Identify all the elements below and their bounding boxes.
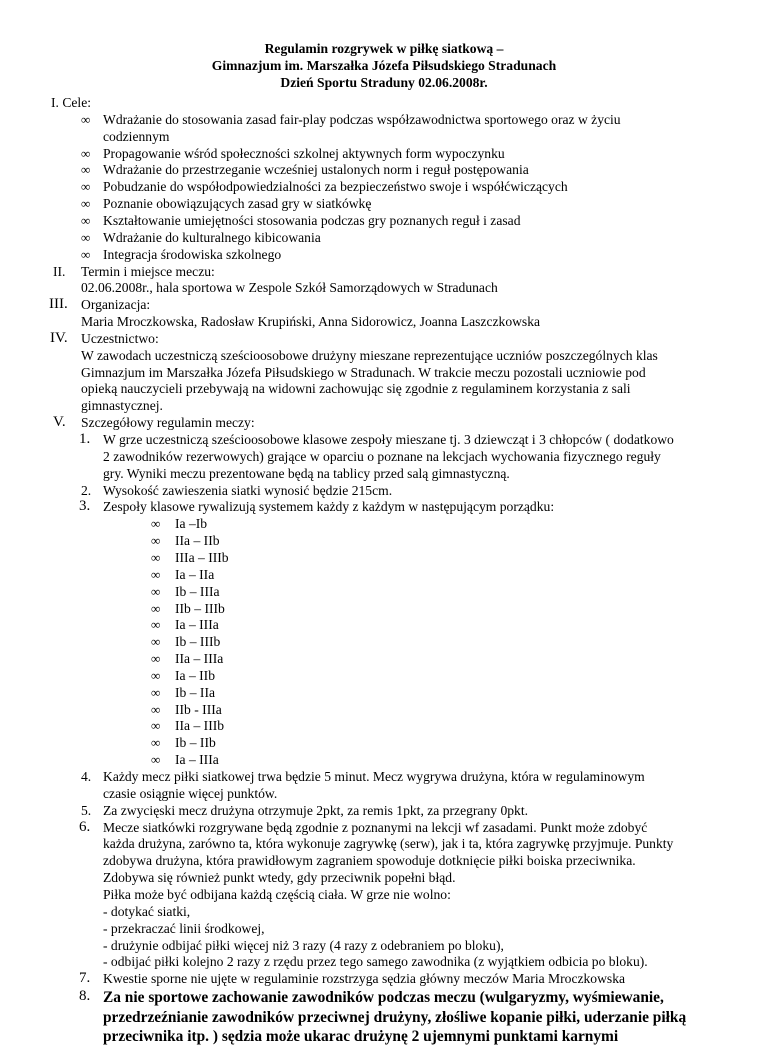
bullet-icon: ∞ — [151, 684, 161, 700]
match-item: IIa – IIIb — [175, 718, 225, 734]
rule-6-text: - dotykać siatki, — [103, 903, 191, 919]
match-item: Ia – IIIa — [175, 752, 219, 768]
bullet-icon: ∞ — [81, 145, 91, 161]
bullet-icon: ∞ — [151, 735, 161, 751]
rule-4-number: 4. — [81, 769, 92, 784]
rule-4-text: czasie osiągnie więcej punktów. — [103, 785, 278, 801]
section-4-text: gimnastycznej. — [81, 398, 163, 414]
section-3-number: III. — [49, 296, 68, 313]
section-5-number: V. — [53, 414, 66, 431]
bullet-icon: ∞ — [81, 229, 91, 245]
bullet-icon: ∞ — [81, 196, 91, 212]
bullet-icon: ∞ — [151, 533, 161, 549]
match-item: IIIa – IIIb — [175, 549, 229, 565]
match-item: IIb - IIIa — [175, 701, 222, 717]
match-item: Ia – IIb — [175, 667, 216, 683]
section-4-text: Gimnazjum im Marszałka Józefa Piłsudskiego w Stradunach. W trakcie meczu pozostali uczniowie pod — [81, 364, 646, 380]
rule-7-text: Kwestie sporne nie ujęte w regulaminie rozstrzyga sędzia główny meczów Maria Mroczkowska — [103, 971, 626, 987]
rule-5-number: 5. — [81, 802, 92, 818]
rule-1-text: gry. Wyniki meczu prezentowane będą na tablicy przed salą gimnastyczną. — [103, 465, 510, 481]
section-3-heading: Organizacja: — [81, 297, 151, 313]
bullet-icon: ∞ — [151, 516, 161, 532]
section-3-text: Maria Mroczkowska, Radosław Krupiński, Anna Sidorowicz, Joanna Laszczkowska — [81, 314, 541, 330]
doc-title-line-2: Gimnazjum im. Marszałka Józefa Piłsudskiego Stradunach — [211, 58, 557, 73]
rule-1-text: 2 zawodników rezerwowych) grające w oparciu o poznane na lekcjach wychowania fizycznego reguły — [103, 448, 661, 464]
rule-8-text: przedrzeźnianie zawodników przeciwnej drużyny, złośliwe kopanie piłki, uderzanie piłką — [103, 1008, 687, 1026]
match-item: IIa – IIIa — [175, 651, 224, 667]
rule-8-text: Za nie sportowe zachowanie zawodników podczas meczu (wulgaryzmy, wyśmiewanie, — [103, 989, 664, 1007]
rule-6-text: - przekraczać linii środkowej, — [103, 920, 265, 936]
rule-1-text: W grze uczestniczą sześcioosobowe klasowe zespoły mieszane tj. 3 dziewcząt i 3 chłopców ( dodatkowo — [103, 432, 674, 447]
goal-item: Wdrażanie do kulturalnego kibicowania — [103, 229, 321, 245]
match-item: Ib – IIa — [175, 684, 216, 700]
goal-item: Wdrażanie do przestrzeganie wcześniej ustalonych norm i reguł postępowania — [103, 162, 529, 178]
match-item: Ia – IIIa — [175, 617, 219, 633]
match-item: Ia –Ib — [175, 516, 208, 532]
rule-6-text: Zdobywa się również punkt wtedy, gdy przeciwnik popełni błąd. — [103, 870, 456, 886]
bullet-icon: ∞ — [151, 667, 161, 683]
bullet-icon: ∞ — [151, 566, 161, 582]
match-item: Ib – IIIb — [175, 634, 221, 650]
goal-item: Kształtowanie umiejętności stosowania podczas gry poznanych reguł i zasad — [103, 212, 521, 228]
match-item: IIb – IIIb — [175, 600, 225, 616]
goal-item: Poznanie obowiązujących zasad gry w siatkówkę — [103, 196, 372, 212]
rule-8-number: 8. — [79, 988, 91, 1005]
bullet-icon: ∞ — [151, 549, 161, 565]
match-item: Ia – IIa — [175, 566, 215, 582]
bullet-icon: ∞ — [151, 752, 161, 768]
goal-item: Integracja środowiska szkolnego — [103, 246, 282, 262]
match-item: Ib – IIIa — [175, 583, 220, 599]
bullet-icon: ∞ — [81, 111, 91, 127]
bullet-icon: ∞ — [151, 718, 161, 734]
section-2-heading: Termin i miejsce meczu: — [81, 263, 215, 279]
goal-item-continued: codziennym — [103, 128, 170, 144]
section-5-heading: Szczegółowy regulamin meczy: — [81, 415, 255, 431]
bullet-icon: ∞ — [151, 651, 161, 667]
rule-1-number: 1. — [79, 431, 91, 447]
rule-6-text: Piłka może być odbijana każdą częścią ciała. W grze nie wolno: — [103, 886, 451, 902]
section-2-text: 02.06.2008r., hala sportowa w Zespole Szkół Samorządowych w Stradunach — [81, 280, 498, 296]
bullet-icon: ∞ — [81, 162, 91, 178]
rule-6-text: każda drużyna, zarówno ta, która wykonuje zagrywkę (serw), jak i ta, która zagrywkę przyjmuje. Punkty — [103, 836, 674, 852]
rule-4-text: Każdy mecz piłki siatkowej trwa będzie 5 minut. Mecz wygrywa drużyna, która w regulaminowym — [103, 769, 645, 784]
bullet-icon: ∞ — [81, 179, 91, 195]
rule-7-number: 7. — [79, 970, 91, 987]
section-1-heading: I. Cele: — [51, 95, 92, 110]
doc-title-line-1: Regulamin rozgrywek w piłkę siatkową – — [264, 41, 504, 56]
bullet-icon: ∞ — [81, 246, 91, 262]
rule-6-text: - drużynie odbijać piłki więcej niż 3 razy (4 razy z odebraniem po bloku), — [103, 937, 504, 953]
bullet-icon: ∞ — [151, 617, 161, 633]
goal-item: Propagowanie wśród społeczności szkolnej aktywnych form wypoczynku — [103, 145, 505, 161]
bullet-icon: ∞ — [151, 583, 161, 599]
rule-6-text: Mecze siatkówki rozgrywane będą zgodnie z poznanymi na lekcji wf zasadami. Punkt może zdobyć — [103, 819, 648, 835]
rule-2-text: Wysokość zawieszenia siatki wynosić będzie 215cm. — [103, 482, 393, 498]
bullet-icon: ∞ — [81, 212, 91, 228]
rule-5-text: Za zwycięski mecz drużyna otrzymuje 2pkt, za remis 1pkt, za przegrany 0pkt. — [103, 802, 529, 818]
section-4-heading: Uczestnictwo: — [81, 330, 159, 346]
section-2-number: II. — [53, 263, 66, 279]
rule-6-text: - odbijać piłki kolejno 2 razy z rzędu przez tego samego zawodnika (z wyjątkiem odbicia po bloku). — [103, 954, 648, 970]
rule-3-text: Zespoły klasowe rywalizują systemem każdy z każdym w następującym porządku: — [103, 499, 555, 515]
match-item: Ib – IIb — [175, 735, 216, 751]
section-4-text: opieką nauczycieli przebywają na widowni zachowując się zgodnie z regulaminem korzystania z sali — [81, 381, 631, 397]
bullet-icon: ∞ — [151, 701, 161, 717]
section-4-text: W zawodach uczestniczą sześcioosobowe drużyny mieszane reprezentujące uczniów poszczególnych klas — [81, 347, 658, 363]
rule-3-number: 3. — [79, 498, 91, 515]
doc-title-line-3: Dzień Sportu Straduny 02.06.2008r. — [280, 75, 488, 90]
rule-2-number: 2. — [81, 482, 92, 498]
bullet-icon: ∞ — [151, 634, 161, 650]
match-item: IIa – IIb — [175, 533, 220, 549]
rule-6-number: 6. — [79, 818, 91, 835]
rule-8-text: przeciwnika itp. ) sędzia może ukarac drużynę 2 ujemnymi punktami karnymi — [103, 1028, 619, 1046]
rule-6-text: zdobywa drużyna, która prawidłowym zagraniem spowoduje dotknięcie piłki boiska przeciwnika. — [103, 853, 636, 869]
bullet-icon: ∞ — [151, 600, 161, 616]
goal-item: Pobudzanie do współodpowiedzialności za bezpieczeństwo swoje i współćwiczących — [103, 179, 568, 195]
goal-item: Wdrażanie do stosowania zasad fair-play podczas współzawodnictwa sportowego oraz w życiu — [103, 111, 621, 127]
section-4-number: IV. — [50, 329, 68, 346]
